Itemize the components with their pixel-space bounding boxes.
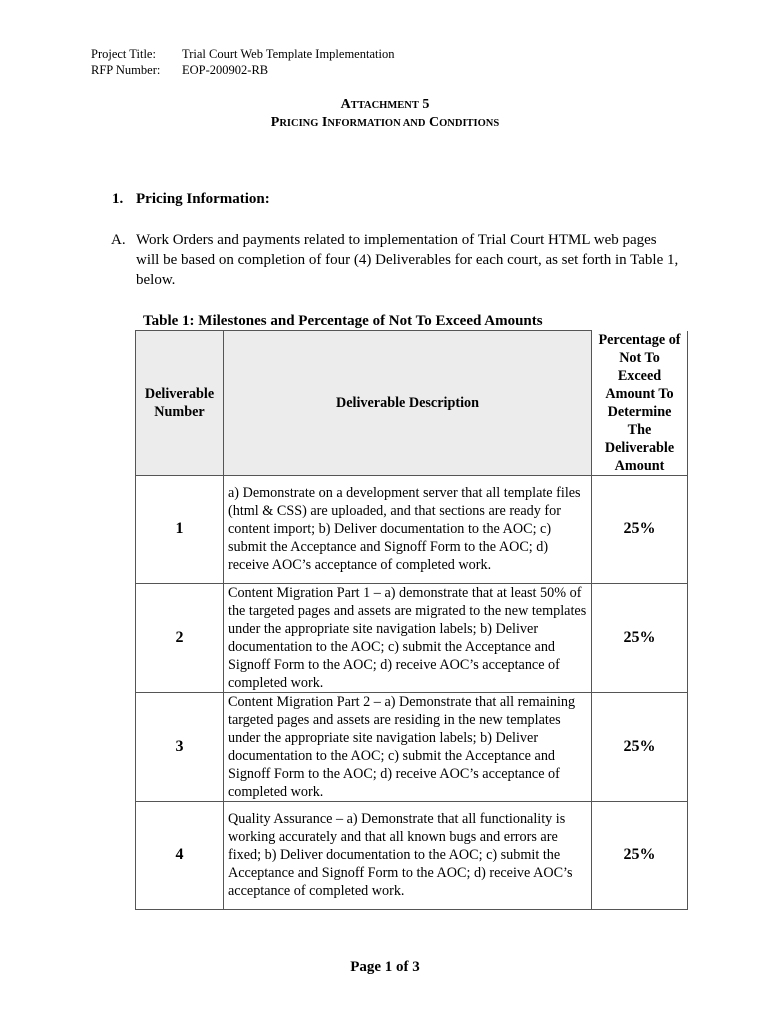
subtitle-word-first: I: [318, 115, 328, 130]
attachment-title-number: 5: [418, 97, 430, 112]
subtitle-word-rest: RICING: [279, 118, 319, 129]
page-number: Page 1 of 3: [350, 959, 420, 975]
table-row: [136, 801, 688, 909]
attachment-title-rest: TTACHMENT: [350, 100, 419, 111]
section-number: 1.: [112, 191, 124, 207]
subtitle-word-first: P: [270, 115, 280, 130]
subtitle-word-first: C: [425, 115, 440, 130]
deliverable-number: 3: [136, 692, 224, 801]
rfp-number-value: EOP-200902-RB: [182, 63, 269, 77]
paragraph-text: Work Orders and payments related to implementation of Trial Court HTML web pages will be based on completion of four (4) Deliverables for each court, as set forth in Table 1, below.: [136, 232, 679, 288]
rfp-number-row: [91, 62, 394, 78]
table-header-row: [136, 331, 688, 476]
deliverable-percentage: 25%: [592, 801, 688, 909]
header-percentage: Percentage of Not To Exceed Amount To Determine The Deliverable Amount: [592, 331, 688, 476]
table-caption: Table 1: Milestones and Percentage of Not To Exceed Amounts: [143, 313, 543, 329]
attachment-subtitle: [0, 113, 770, 134]
header-deliverable-description: Deliverable Description: [224, 331, 592, 476]
deliverable-description: Quality Assurance – a) Demonstrate that all functionality is working accurately and that all known bugs and errors are fixed; b) Deliver documentation to the AOC; c) submit the Acceptance and Signoff Form to the AOC; d) receive AOC’s acceptance of completed work.: [224, 801, 592, 909]
deliverable-percentage: 25%: [592, 692, 688, 801]
project-title-value: Trial Court Web Template Implementation: [182, 47, 395, 61]
paragraph-a: [111, 230, 681, 290]
milestones-table: [135, 330, 688, 910]
subtitle-word-rest: ONDITIONS: [439, 118, 500, 129]
deliverable-description: Content Migration Part 1 – a) demonstrate that at least 50% of the targeted pages and assets are migrated to the new templates under the appropriate site navigation labels; b) Deliver documentation to the AOC; c) submit the Acceptance and Signoff Form to the AOC; d) receive AOC’s acceptance of completed work.: [224, 583, 592, 692]
project-title-label: Project Title:: [91, 47, 156, 61]
header-deliverable-number: Deliverable Number: [136, 331, 224, 476]
project-title-row: [91, 46, 394, 62]
attachment-title-first: A: [340, 97, 351, 112]
document-header: [91, 46, 394, 78]
section-heading-text: Pricing Information:: [136, 191, 270, 207]
table-row: [136, 583, 688, 692]
section-heading: [112, 188, 270, 210]
paragraph-letter: A.: [111, 232, 126, 248]
table-row: [136, 692, 688, 801]
deliverable-number: 2: [136, 583, 224, 692]
subtitle-word-rest: NFORMATION AND: [327, 118, 426, 129]
rfp-number-label: RFP Number:: [91, 63, 161, 77]
deliverable-number: 1: [136, 475, 224, 583]
table-row: [136, 475, 688, 583]
deliverable-percentage: 25%: [592, 475, 688, 583]
deliverable-number: 4: [136, 801, 224, 909]
deliverable-description: Content Migration Part 2 – a) Demonstrate that all remaining targeted pages and assets are residing in the new templates under the appropriate site navigation labels; b) Deliver documentation to the AOC; c) submit the Acceptance and Signoff Form to the AOC; d) receive AOC’s acceptance of completed work.: [224, 692, 592, 801]
deliverable-description: a) Demonstrate on a development server that all template files (html & CSS) are uploaded, and that sections are ready for content import; b) Deliver documentation to the AOC; c) submit the Acceptance and Signoff Form to the AOC; d) receive AOC’s acceptance of completed work.: [224, 475, 592, 583]
deliverable-percentage: 25%: [592, 583, 688, 692]
